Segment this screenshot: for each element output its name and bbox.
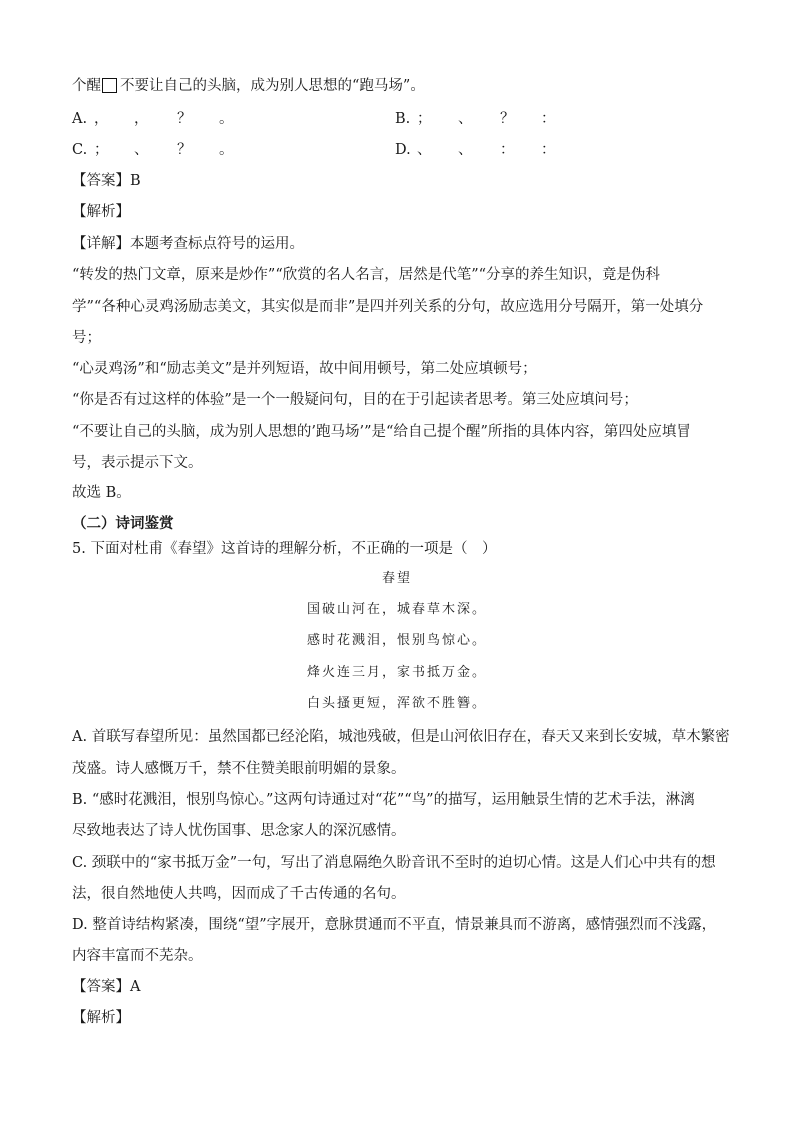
q4-option-d-mark-3: ：: [500, 142, 515, 158]
q4-analysis-heading: 【解析】: [72, 204, 130, 220]
q5-analysis-heading: 【解析】: [72, 1010, 130, 1026]
q4-tail-pre: 个醒: [72, 78, 101, 94]
detail-line-2: “转发的热门文章，原来是炒作”“欣赏的名人名言，居然是代笔”“分享的养生知识，竟是伪科: [72, 267, 661, 283]
answer-blank-box: [102, 78, 117, 93]
detail-line-8: 号，表示提示下文。: [72, 455, 203, 471]
section-title-poetry: （二）诗词鉴赏: [72, 515, 174, 532]
poem-line-4: 白头搔更短，浑欲不胜簪。: [306, 696, 487, 711]
q4-tail-line: [72, 78, 425, 94]
detail-line-3: 学”“各种心灵鸡汤励志美文，其实似是而非”是四并列关系的分句，故应选用分号隔开，第一处填分: [72, 299, 704, 315]
option-label: A.: [72, 111, 88, 127]
q4-option-c-mark-2: 、: [134, 142, 149, 158]
q5-answer: 【答案】A: [72, 979, 141, 995]
q5-option-d-line-1: D. 整首诗结构紧凑，围绕“望”字展开，意脉贯通而不平直，情景兼具而不游离，感情强烈而不浅露，: [72, 917, 717, 933]
q4-option-a-mark-4: 。: [219, 111, 234, 127]
q4-option-b: B.: [395, 111, 411, 127]
q4-option-b-mark-2: 、: [458, 111, 473, 127]
q4-option-d-mark-2: 、: [458, 142, 473, 158]
detail-line-9: 故选 B。: [72, 485, 131, 501]
q4-option-c-mark-1: ；: [94, 142, 109, 158]
poem-line-1: 国破山河在，城春草木深。: [306, 602, 487, 617]
q5-option-b-line-1: B. “感时花溅泪，恨别鸟惊心。”这两句诗通过对“花”“鸟”的描写，运用触景生情的艺术手法，淋漓: [72, 792, 695, 808]
q4-option-d: D.: [395, 142, 411, 158]
q5-stem: 5. 下面对杜甫《春望》这首诗的理解分析，不正确的一项是（ ）: [72, 541, 497, 557]
q4-option-c-mark-4: 。: [219, 142, 234, 158]
q5-option-a-line-1: A. 首联写春望所见：虽然国都已经沦陷，城池残破，但是山河依旧存在，春天又来到长安城，草木繁密: [72, 729, 730, 745]
q4-option-a-mark-2: ，: [134, 111, 149, 127]
q4-option-d-mark-1: 、: [417, 142, 432, 158]
poem-line-3: 烽火连三月，家书抵万金。: [306, 665, 487, 680]
q4-tail-post: 不要让自己的头脑，成为别人思想的“跑马场”。: [120, 78, 425, 94]
q4-answer: 【答案】B: [72, 173, 141, 189]
q5-option-a-line-2: 茂盛。诗人感慨万千，禁不住赞美眼前明媚的景象。: [72, 761, 406, 777]
detail-line-1: 【详解】本题考查标点符号的运用。: [72, 236, 304, 252]
q4-option-b-mark-1: ；: [417, 111, 432, 127]
q4-option-a-mark-1: ，: [94, 111, 109, 127]
detail-line-5: “心灵鸡汤”和“励志美文”是并列短语，故中间用顿号，第二处应填顿号；: [72, 361, 537, 377]
q4-option-c: C.: [72, 142, 88, 158]
q4-option-b-mark-4: ：: [541, 111, 556, 127]
detail-line-7: “不要让自己的头脑，成为别人思想的’跑马场’”是“给自己提个醒”所指的具体内容，第四处应填冒: [72, 424, 691, 440]
q4-option-a-mark-3: ？: [177, 111, 192, 127]
poem-title: 春望: [381, 571, 412, 586]
detail-line-4: 号；: [72, 330, 101, 346]
q4-option-a: [72, 112, 87, 127]
q5-option-c-line-1: C. 颈联中的“家书抵万金”一句，写出了消息隔绝久盼音讯不至时的迫切心情。这是人们心中共有的想: [72, 855, 716, 871]
poem-line-2: 感时花溅泪，恨别鸟惊心。: [306, 633, 487, 648]
q4-option-c-mark-3: ？: [177, 142, 192, 158]
detail-line-6: “你是否有过这样的体验”是一个一般疑问句，目的在于引起读者思考。第三处应填问号；: [72, 392, 638, 408]
q5-option-b-line-2: 尽致地表达了诗人忧伤国事、思念家人的深沉感情。: [72, 823, 406, 839]
q5-option-c-line-2: 法，很自然地使人共鸣，因而成了千古传通的名句。: [72, 886, 406, 902]
q5-option-d-line-2: 内容丰富而不芜杂。: [72, 948, 203, 964]
q4-option-d-mark-4: ：: [541, 142, 556, 158]
q4-option-b-mark-3: ？: [500, 111, 515, 127]
